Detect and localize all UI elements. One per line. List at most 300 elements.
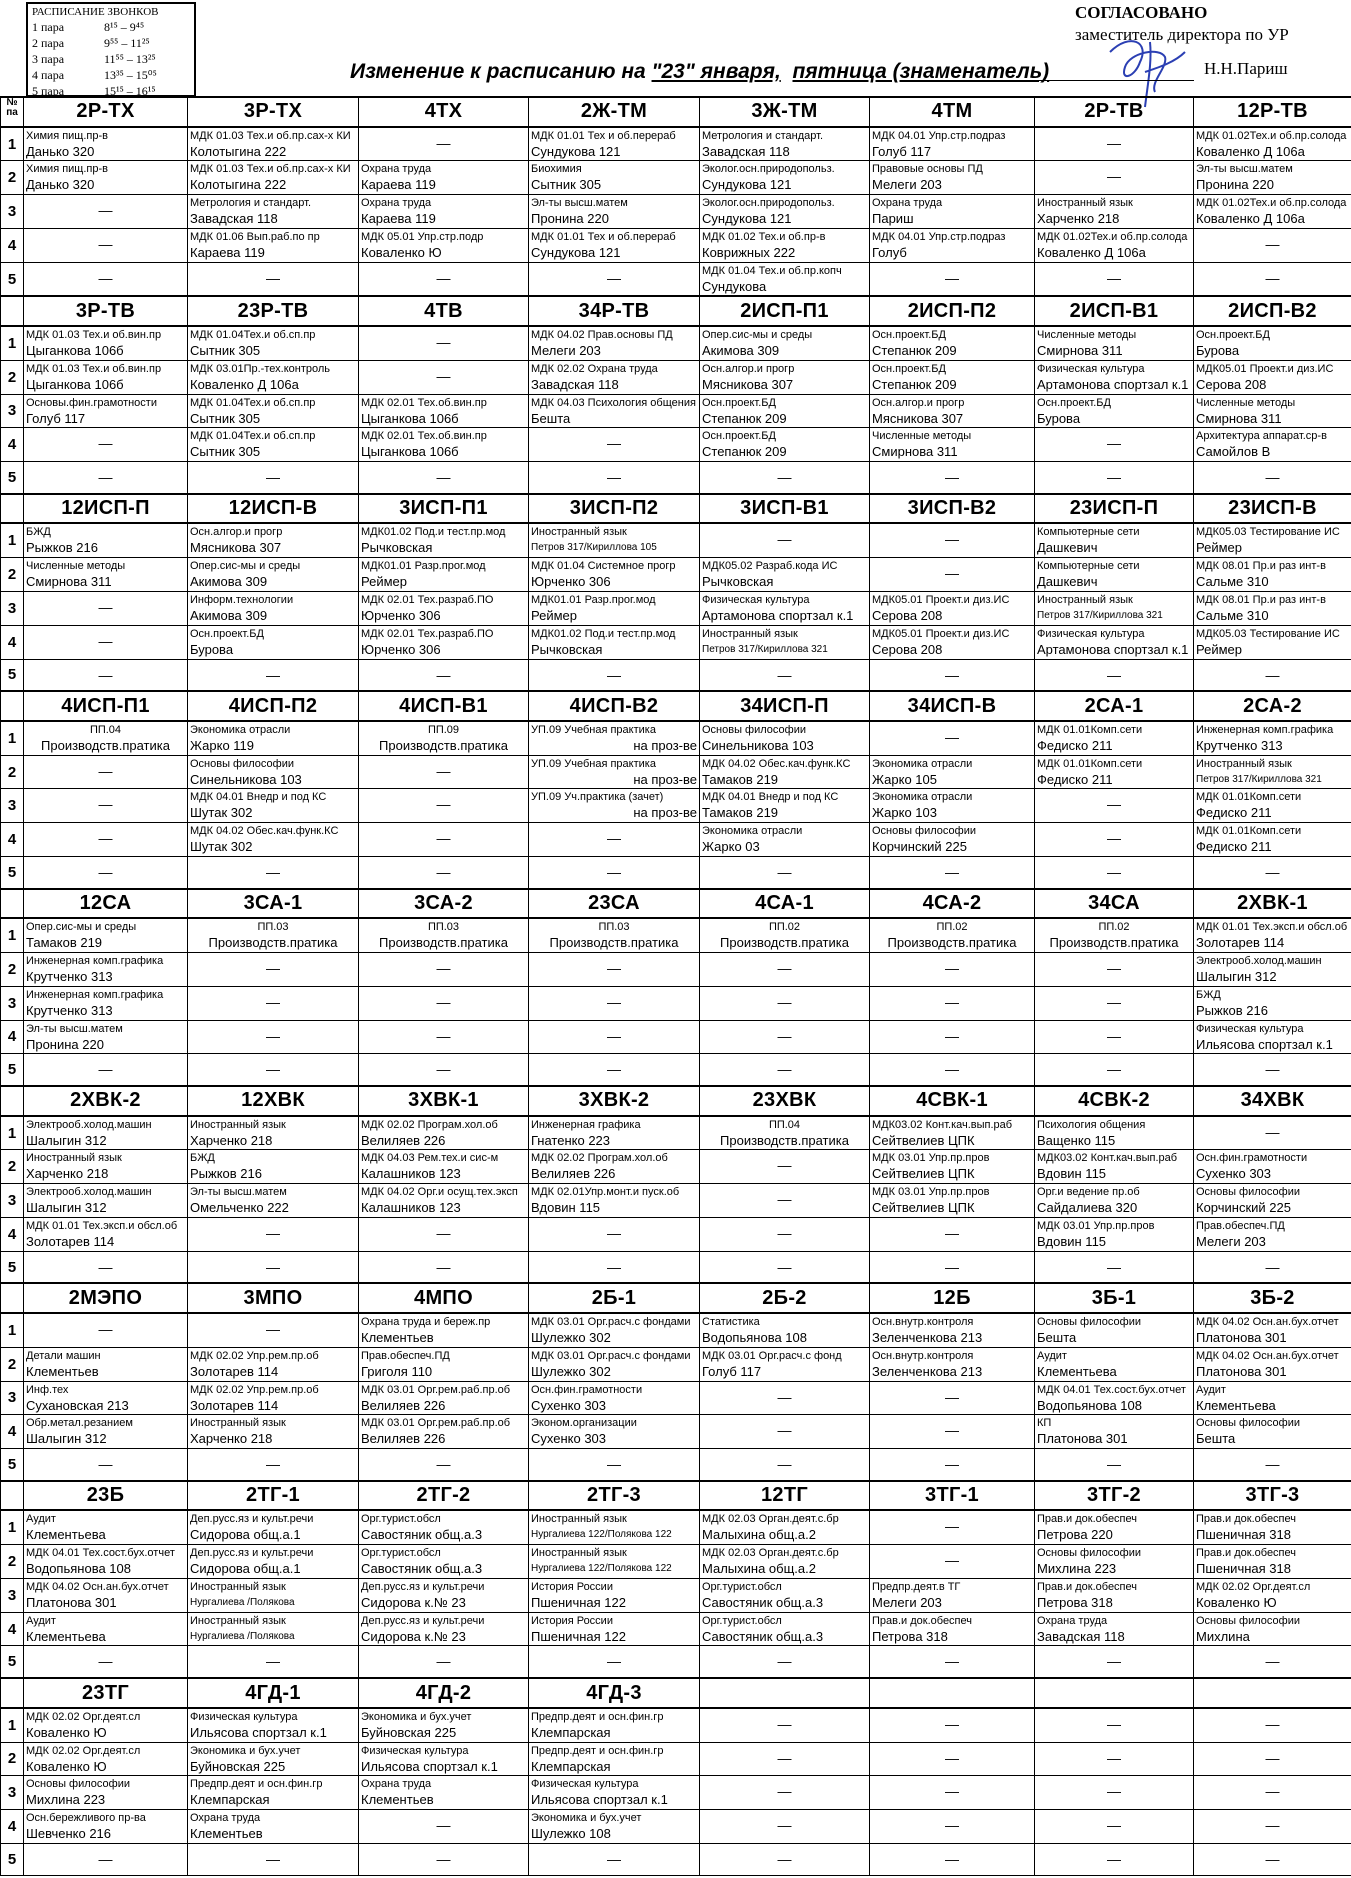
schedule-cell bbox=[359, 360, 529, 394]
empty-dash: — bbox=[436, 796, 451, 813]
lesson-teacher-room: Ильясова спортзал к.1 bbox=[190, 1724, 327, 1740]
group-name: 4ТМ bbox=[931, 100, 973, 123]
schedule-cell bbox=[870, 1251, 1035, 1283]
lesson-teacher-room: Пронина 220 bbox=[531, 211, 609, 227]
lesson bbox=[188, 1545, 358, 1577]
lesson-teacher-room: Мелеги 203 bbox=[872, 1594, 942, 1610]
schedule-cell bbox=[1035, 1510, 1194, 1544]
period-row bbox=[1, 1150, 1351, 1184]
lesson bbox=[1194, 195, 1351, 227]
group-name: 3ИСП-П1 bbox=[399, 497, 488, 520]
lesson-teacher-room: Степанюк 209 bbox=[702, 444, 787, 460]
lesson-teacher-room: Коваленко Д 106а bbox=[190, 376, 299, 392]
empty-dash: — bbox=[945, 993, 959, 1010]
schedule-cell bbox=[700, 755, 870, 789]
schedule-cell bbox=[700, 558, 870, 592]
lesson-subject: Обр.метал.резанием bbox=[26, 1417, 133, 1430]
empty-dash: — bbox=[1265, 1061, 1280, 1078]
lesson-teacher-room: Рыжков 216 bbox=[1196, 1002, 1268, 1018]
schedule-cell bbox=[359, 1217, 529, 1251]
lesson-subject: Правовые основы ПД bbox=[872, 163, 983, 176]
lesson-teacher-room: Пшеничная 122 bbox=[531, 1594, 626, 1610]
schedule-cell bbox=[700, 228, 870, 262]
schedule-cell bbox=[700, 823, 870, 857]
lesson-subject: Осн.внутр.контроля bbox=[872, 1349, 974, 1362]
bell-time: 11⁵⁵ – 13²⁵ bbox=[104, 52, 156, 66]
lesson-subject: ПП.02 bbox=[936, 921, 968, 934]
lesson-teacher-room: Завадская 118 bbox=[702, 143, 790, 159]
group-name: 23Р-ТВ bbox=[237, 299, 309, 322]
schedule-cell bbox=[359, 1020, 529, 1054]
group-name: 2ХВК-2 bbox=[70, 1089, 141, 1112]
schedule-cell bbox=[870, 823, 1035, 857]
group-header-cell bbox=[24, 494, 188, 524]
lesson-teacher-room: Смирнова 311 bbox=[872, 444, 958, 460]
lesson bbox=[700, 789, 869, 821]
lesson-subject: Охрана труда и береж.пр bbox=[361, 1316, 491, 1329]
group-header-cell bbox=[529, 97, 700, 127]
lesson-subject: Иностранный язык bbox=[190, 1118, 286, 1131]
period-number-header bbox=[1, 889, 24, 919]
group-header-cell bbox=[24, 97, 188, 127]
schedule-cell bbox=[700, 721, 870, 755]
lesson-teacher-room: Реймер bbox=[1196, 641, 1242, 657]
lesson-subject: МДК 04.02 Орг.и осущ.тех.эксп bbox=[361, 1186, 518, 1199]
lesson-subject: Эл-ты высш.матем bbox=[190, 1186, 287, 1199]
schedule-cell bbox=[870, 1708, 1035, 1742]
lesson-subject: МДК03.02 Конт.кач.вып.раб bbox=[872, 1118, 1013, 1131]
lesson bbox=[529, 1776, 699, 1808]
lesson-subject: Иностранный язык bbox=[531, 1547, 627, 1560]
lesson-teacher-room: Ильясова спортзал к.1 bbox=[361, 1758, 498, 1774]
lesson bbox=[24, 1184, 187, 1216]
schedule-cell bbox=[700, 195, 870, 229]
group-name: 12ИСП-В bbox=[228, 497, 318, 520]
lesson bbox=[1194, 789, 1351, 821]
group-name: 34ХВК bbox=[1240, 1089, 1305, 1112]
period-row bbox=[1, 1415, 1351, 1449]
period-number: 4 bbox=[1, 1020, 24, 1054]
lesson-teacher-room: Тамаков 219 bbox=[26, 935, 103, 951]
empty-dash: — bbox=[945, 1061, 959, 1078]
lesson-subject: МДК05.01 Проект.и диз.ИС bbox=[1196, 362, 1334, 375]
lesson-teacher-room: Ильясова спортзал к.1 bbox=[1196, 1036, 1333, 1052]
lesson-subject: МДК 01.06 Вып.раб.по пр bbox=[190, 230, 320, 243]
schedule-cell bbox=[1035, 1020, 1194, 1054]
lesson-teacher-room: Клементьева bbox=[26, 1527, 106, 1543]
lesson-teacher-room: Михлина 223 bbox=[1037, 1561, 1117, 1577]
lesson bbox=[359, 229, 528, 261]
empty-dash: — bbox=[98, 632, 113, 649]
lesson bbox=[188, 558, 358, 590]
lesson bbox=[700, 327, 869, 359]
lesson-subject: МДК05.03 Тестирование ИС bbox=[1196, 627, 1340, 640]
lesson-subject: ПП.02 bbox=[768, 921, 801, 934]
lesson-teacher-room: Сытник 305 bbox=[190, 410, 261, 426]
schedule-cell bbox=[529, 1578, 700, 1612]
schedule-cell bbox=[700, 1646, 870, 1678]
bell-time: 15¹⁵ – 16¹⁵ bbox=[104, 84, 156, 98]
lesson-teacher-room: Шевченко 216 bbox=[26, 1826, 112, 1842]
lesson-subject: Осн.алгор.и прогр bbox=[190, 526, 283, 539]
lesson bbox=[188, 428, 358, 460]
lesson-subject: Предпр.деят и осн.фин.гр bbox=[190, 1778, 323, 1791]
lesson-subject: МДК05.01 Проект.и диз.ИС bbox=[872, 594, 1010, 606]
lesson-teacher-room: Рыжков 216 bbox=[26, 540, 98, 556]
lesson-subject: МДК 02.02 Охрана труда bbox=[531, 362, 658, 375]
group-header-cell bbox=[359, 1283, 529, 1313]
lesson-subject: ПП.03 bbox=[598, 921, 630, 934]
schedule-cell bbox=[529, 228, 700, 262]
schedule-cell bbox=[1035, 592, 1194, 626]
schedule-cell bbox=[1194, 755, 1351, 789]
empty-dash: — bbox=[436, 134, 451, 151]
schedule-cell bbox=[188, 1184, 359, 1218]
lesson-teacher-room: Завадская 118 bbox=[1037, 1628, 1125, 1644]
lesson bbox=[1194, 1382, 1351, 1414]
lesson bbox=[870, 626, 1034, 658]
lesson-subject: Основы философии bbox=[1196, 1417, 1300, 1430]
schedule-cell bbox=[700, 1150, 870, 1184]
lesson-subject: МДК 03.01 Орг.расч.с фонд bbox=[702, 1349, 842, 1362]
schedule-cell bbox=[700, 953, 870, 987]
lesson-teacher-room: Самойлов В bbox=[1196, 444, 1271, 460]
period-number: 2 bbox=[1, 558, 24, 592]
lesson-subject: МДК 02.02 Орг.деят.сл bbox=[26, 1744, 141, 1757]
schedule-cell bbox=[529, 918, 700, 952]
lesson bbox=[1035, 919, 1193, 951]
schedule-cell bbox=[529, 127, 700, 161]
lesson-teacher-room: Реймер bbox=[1196, 540, 1242, 556]
lesson bbox=[188, 919, 358, 951]
period-number: 3 bbox=[1, 1776, 24, 1810]
schedule-cell bbox=[1194, 1020, 1351, 1054]
lesson-subject: МДК 02.02 Орг.деят.сл bbox=[1196, 1580, 1311, 1593]
lesson bbox=[529, 524, 699, 556]
approval-heading: СОГЛАСОВАНО bbox=[1075, 3, 1208, 22]
lesson bbox=[188, 128, 358, 160]
schedule-cell bbox=[359, 394, 529, 428]
empty-dash: — bbox=[1107, 666, 1121, 683]
schedule-cell bbox=[359, 1347, 529, 1381]
period-number: 4 bbox=[1, 1217, 24, 1251]
schedule-cell bbox=[1035, 918, 1194, 952]
group-name: 12Р-ТВ bbox=[1237, 100, 1308, 123]
period-number: 5 bbox=[1, 1449, 24, 1481]
period-number: 5 bbox=[1, 659, 24, 691]
group-name: 3ТГ-2 bbox=[1087, 1484, 1141, 1507]
lesson-subject: Основы философии bbox=[1196, 1186, 1300, 1199]
lesson-subject: Инженерная комп.графика bbox=[26, 988, 164, 1001]
lesson bbox=[24, 1021, 187, 1053]
schedule-cell bbox=[700, 428, 870, 462]
empty-dash: — bbox=[607, 1224, 621, 1241]
lesson-teacher-room: Голуб 117 bbox=[702, 1363, 762, 1379]
period-number: 4 bbox=[1, 428, 24, 462]
schedule-cell bbox=[188, 1116, 359, 1150]
lesson bbox=[359, 1348, 528, 1380]
lesson bbox=[359, 161, 528, 193]
schedule-cell bbox=[529, 1020, 700, 1054]
bell-row bbox=[32, 19, 190, 35]
lesson-subject: Физическая культура bbox=[1037, 362, 1145, 375]
lesson-teacher-room: Харченко 218 bbox=[26, 1166, 109, 1182]
lesson bbox=[24, 1348, 187, 1380]
lesson bbox=[700, 1314, 869, 1346]
lesson bbox=[870, 823, 1034, 855]
group-name: 2ТГ-1 bbox=[246, 1484, 300, 1507]
lesson-subject: ПП.04 bbox=[768, 1118, 801, 1131]
lesson-subject: ПП.04 bbox=[89, 723, 122, 736]
lesson-subject: МДК 04.02 Осн.ан.бух.отчет bbox=[1196, 1349, 1339, 1362]
lesson bbox=[1194, 592, 1351, 624]
group-header-row bbox=[1, 1086, 1351, 1116]
lesson-teacher-room: Степанюк 209 bbox=[872, 343, 957, 359]
schedule-cell bbox=[529, 1381, 700, 1415]
group-name: 2ТГ-2 bbox=[416, 1484, 471, 1507]
group-name: 12СА bbox=[79, 891, 132, 914]
schedule-cell bbox=[870, 428, 1035, 462]
schedule-cell bbox=[24, 1545, 188, 1579]
group-header-cell bbox=[700, 494, 870, 524]
empty-dash: — bbox=[1265, 1817, 1280, 1834]
lesson-subject: Экономика и бух.учет bbox=[361, 1710, 472, 1723]
lesson bbox=[24, 128, 187, 160]
schedule-cell bbox=[700, 1217, 870, 1251]
schedule-cell bbox=[24, 1578, 188, 1612]
lesson bbox=[188, 161, 358, 193]
schedule-cell bbox=[1035, 1347, 1194, 1381]
empty-dash: — bbox=[945, 531, 959, 548]
group-header-cell bbox=[1194, 296, 1351, 326]
lesson bbox=[1194, 1314, 1351, 1346]
lesson-teacher-room: Золотарев 114 bbox=[1196, 935, 1285, 951]
group-name: 4ИСП-П2 bbox=[228, 694, 318, 717]
schedule-cell bbox=[24, 918, 188, 952]
lesson bbox=[870, 1150, 1034, 1182]
lesson-subject: Аудит bbox=[26, 1614, 56, 1627]
lesson bbox=[1194, 1415, 1351, 1447]
lesson-subject: МДК 03.01 Упр.пр.пров bbox=[872, 1186, 990, 1199]
schedule-cell bbox=[359, 1449, 529, 1481]
schedule-cell bbox=[188, 1776, 359, 1810]
schedule-cell bbox=[359, 262, 529, 296]
lesson-subject: Орг.и ведение пр.об bbox=[1037, 1186, 1140, 1199]
period-number-header bbox=[1, 691, 24, 721]
schedule-cell bbox=[24, 1381, 188, 1415]
schedule-cell bbox=[188, 1612, 359, 1646]
lesson-teacher-room: Производств.пратика bbox=[41, 737, 170, 753]
schedule-cell bbox=[188, 1217, 359, 1251]
schedule-cell bbox=[700, 1545, 870, 1579]
empty-dash: — bbox=[777, 1749, 792, 1766]
lesson bbox=[700, 1348, 869, 1380]
lesson-teacher-room: Велиляев 226 bbox=[361, 1132, 446, 1148]
period-number: 1 bbox=[1, 1510, 24, 1544]
lesson-subject: МДК 02.02 Програм.хол.об bbox=[531, 1152, 668, 1165]
group-header-cell bbox=[700, 1086, 870, 1116]
lesson bbox=[188, 327, 358, 359]
lesson bbox=[700, 195, 869, 227]
lesson-teacher-room: Бурова bbox=[1037, 410, 1081, 426]
period-number: 3 bbox=[1, 195, 24, 229]
lesson-subject: Прав.и док.обеспеч bbox=[872, 1614, 972, 1627]
empty-dash: — bbox=[945, 1518, 959, 1535]
lesson-teacher-room: Реймер bbox=[531, 608, 577, 623]
lesson bbox=[870, 1184, 1034, 1216]
schedule-cell bbox=[188, 394, 359, 428]
lesson bbox=[700, 1579, 869, 1611]
lesson-teacher-room: Сухенко 303 bbox=[531, 1431, 607, 1447]
lesson-subject: Прав.и док.обеспеч bbox=[1037, 1580, 1137, 1593]
group-header-cell bbox=[529, 889, 700, 919]
lesson-subject: Осн.фин.грамотности bbox=[531, 1383, 643, 1396]
schedule-cell bbox=[870, 592, 1035, 626]
empty-dash: — bbox=[1265, 666, 1280, 683]
period-row bbox=[1, 462, 1351, 494]
schedule-cell bbox=[359, 823, 529, 857]
schedule-cell bbox=[188, 789, 359, 823]
schedule-cell bbox=[359, 161, 529, 195]
lesson-teacher-room: Петров 317/Кириллова 321 bbox=[1037, 610, 1163, 621]
schedule-cell bbox=[24, 856, 188, 888]
empty-dash: — bbox=[266, 993, 280, 1010]
lesson-teacher-room: Производств.пратика bbox=[720, 935, 849, 951]
bell-label: 4 пара bbox=[32, 68, 65, 82]
schedule-cell bbox=[24, 592, 188, 626]
schedule-cell bbox=[359, 625, 529, 659]
schedule-cell bbox=[870, 1020, 1035, 1054]
lesson-subject: Эколог.осн.природопольз. bbox=[702, 197, 835, 210]
lesson-teacher-room: Нургалиева 122/Полякова 122 bbox=[531, 1563, 672, 1575]
lesson bbox=[529, 789, 699, 821]
schedule-cell bbox=[24, 1313, 188, 1347]
lesson-subject: МДК 01.02Тех.и об.пр.солода bbox=[1037, 230, 1188, 243]
bell-time: 9⁵⁵ – 11²⁵ bbox=[104, 36, 150, 50]
lesson bbox=[24, 1545, 187, 1577]
schedule-cell bbox=[529, 986, 700, 1020]
empty-dash: — bbox=[436, 830, 451, 847]
empty-dash: — bbox=[777, 469, 792, 486]
lesson-teacher-room: Реймер bbox=[361, 574, 407, 590]
schedule-cell bbox=[870, 918, 1035, 952]
empty-dash: — bbox=[1107, 960, 1121, 977]
schedule-cell bbox=[529, 394, 700, 428]
lesson-teacher-room: Мясникова 307 bbox=[872, 410, 964, 426]
lesson-subject: Компьютерные сети bbox=[1037, 526, 1140, 539]
lesson-subject: МДК 01.04Тех.и об.сп.пр bbox=[190, 430, 316, 443]
schedule-cell bbox=[359, 856, 529, 888]
lesson bbox=[188, 823, 358, 855]
empty-dash: — bbox=[266, 1224, 280, 1241]
group-header-cell bbox=[700, 1678, 870, 1708]
lesson bbox=[359, 1415, 528, 1447]
group-header-cell bbox=[188, 691, 359, 721]
group-name: 23ИСП-П bbox=[1069, 497, 1159, 520]
schedule-cell bbox=[529, 789, 700, 823]
lesson bbox=[870, 919, 1034, 951]
lesson-teacher-room: Пронина 220 bbox=[26, 1036, 104, 1052]
lesson-subject: МДК01.02 Под.и тест.пр.мод bbox=[531, 627, 676, 640]
schedule-cell bbox=[24, 1708, 188, 1742]
lesson bbox=[1194, 1545, 1351, 1577]
schedule-cell bbox=[188, 1054, 359, 1086]
lesson-subject: ПП.09 bbox=[427, 723, 460, 736]
lesson-teacher-room: Серова 208 bbox=[1196, 376, 1267, 392]
lesson-subject: Осн.проект.БД bbox=[190, 627, 264, 640]
period-row bbox=[1, 856, 1351, 888]
lesson-subject: Охрана труда bbox=[1037, 1614, 1108, 1627]
lesson-subject: МДК 04.01 Внедр и под КС bbox=[190, 791, 327, 804]
lesson bbox=[529, 1415, 699, 1447]
schedule-cell bbox=[700, 592, 870, 626]
lesson-subject: МДК 01.03 Тех.и об.пр.сах-х КИ bbox=[190, 163, 351, 176]
period-number: 1 bbox=[1, 127, 24, 161]
period-row bbox=[1, 1742, 1351, 1776]
period-row bbox=[1, 1449, 1351, 1481]
schedule-cell bbox=[529, 1776, 700, 1810]
lesson-teacher-room: Сундукова 121 bbox=[702, 177, 792, 193]
lesson bbox=[1194, 161, 1351, 193]
empty-dash: — bbox=[98, 1258, 113, 1275]
lesson-subject: МДК 04.01 Упр.стр.подраз bbox=[872, 129, 1006, 142]
lesson-teacher-room: Юрченко 306 bbox=[531, 574, 611, 590]
group-header-cell bbox=[1194, 494, 1351, 524]
schedule-cell bbox=[870, 856, 1035, 888]
schedule-cell bbox=[870, 659, 1035, 691]
lesson bbox=[188, 1150, 358, 1182]
schedule-cell bbox=[1194, 856, 1351, 888]
empty-dash: — bbox=[436, 1224, 451, 1241]
schedule-cell bbox=[188, 127, 359, 161]
schedule-cell bbox=[529, 1251, 700, 1283]
group-header-cell bbox=[529, 296, 700, 326]
schedule-cell bbox=[870, 1415, 1035, 1449]
schedule-cell bbox=[870, 1054, 1035, 1086]
lesson-subject: МДК 01.01 Тех и об.перераб bbox=[531, 129, 676, 142]
schedule-cell bbox=[870, 1510, 1035, 1544]
group-header-cell bbox=[1035, 296, 1194, 326]
lesson-teacher-room: Харченко 218 bbox=[190, 1132, 273, 1148]
group-header-cell bbox=[700, 1283, 870, 1313]
lesson-teacher-room: Клементьева bbox=[1196, 1397, 1276, 1413]
lesson-subject: Численные методы bbox=[1196, 396, 1296, 409]
schedule-cell bbox=[24, 755, 188, 789]
period-number-header bbox=[1, 1678, 24, 1708]
group-header-cell bbox=[24, 691, 188, 721]
lesson-teacher-room: Смирнова 311 bbox=[1196, 410, 1282, 426]
lesson-teacher-room: Голуб bbox=[872, 244, 907, 260]
lesson-subject: Эл-ты высш.матем bbox=[1196, 163, 1293, 176]
schedule-cell bbox=[870, 953, 1035, 987]
empty-dash: — bbox=[777, 1027, 792, 1044]
lesson-teacher-room: Жарко 105 bbox=[872, 771, 937, 787]
schedule-cell bbox=[24, 1217, 188, 1251]
lesson-teacher-room: Пшеничная 122 bbox=[531, 1628, 626, 1644]
period-row bbox=[1, 1612, 1351, 1646]
lesson-subject: МДК 01.04 Тех.и об.пр.копч bbox=[702, 264, 842, 277]
period-row bbox=[1, 326, 1351, 360]
lesson bbox=[870, 327, 1034, 359]
lesson-teacher-room: Производств.пратика bbox=[549, 935, 679, 951]
lesson-subject: Инженерная комп.графика bbox=[26, 955, 164, 968]
schedule-cell bbox=[1035, 1843, 1194, 1875]
schedule-cell bbox=[188, 360, 359, 394]
lesson-teacher-room: Коваленко Д 106а bbox=[1196, 143, 1305, 159]
lesson-subject: Охрана труда bbox=[872, 197, 943, 210]
lesson-subject: МДК01.01 Разр.прог.мод bbox=[531, 594, 656, 606]
empty-dash: — bbox=[1265, 1123, 1280, 1140]
